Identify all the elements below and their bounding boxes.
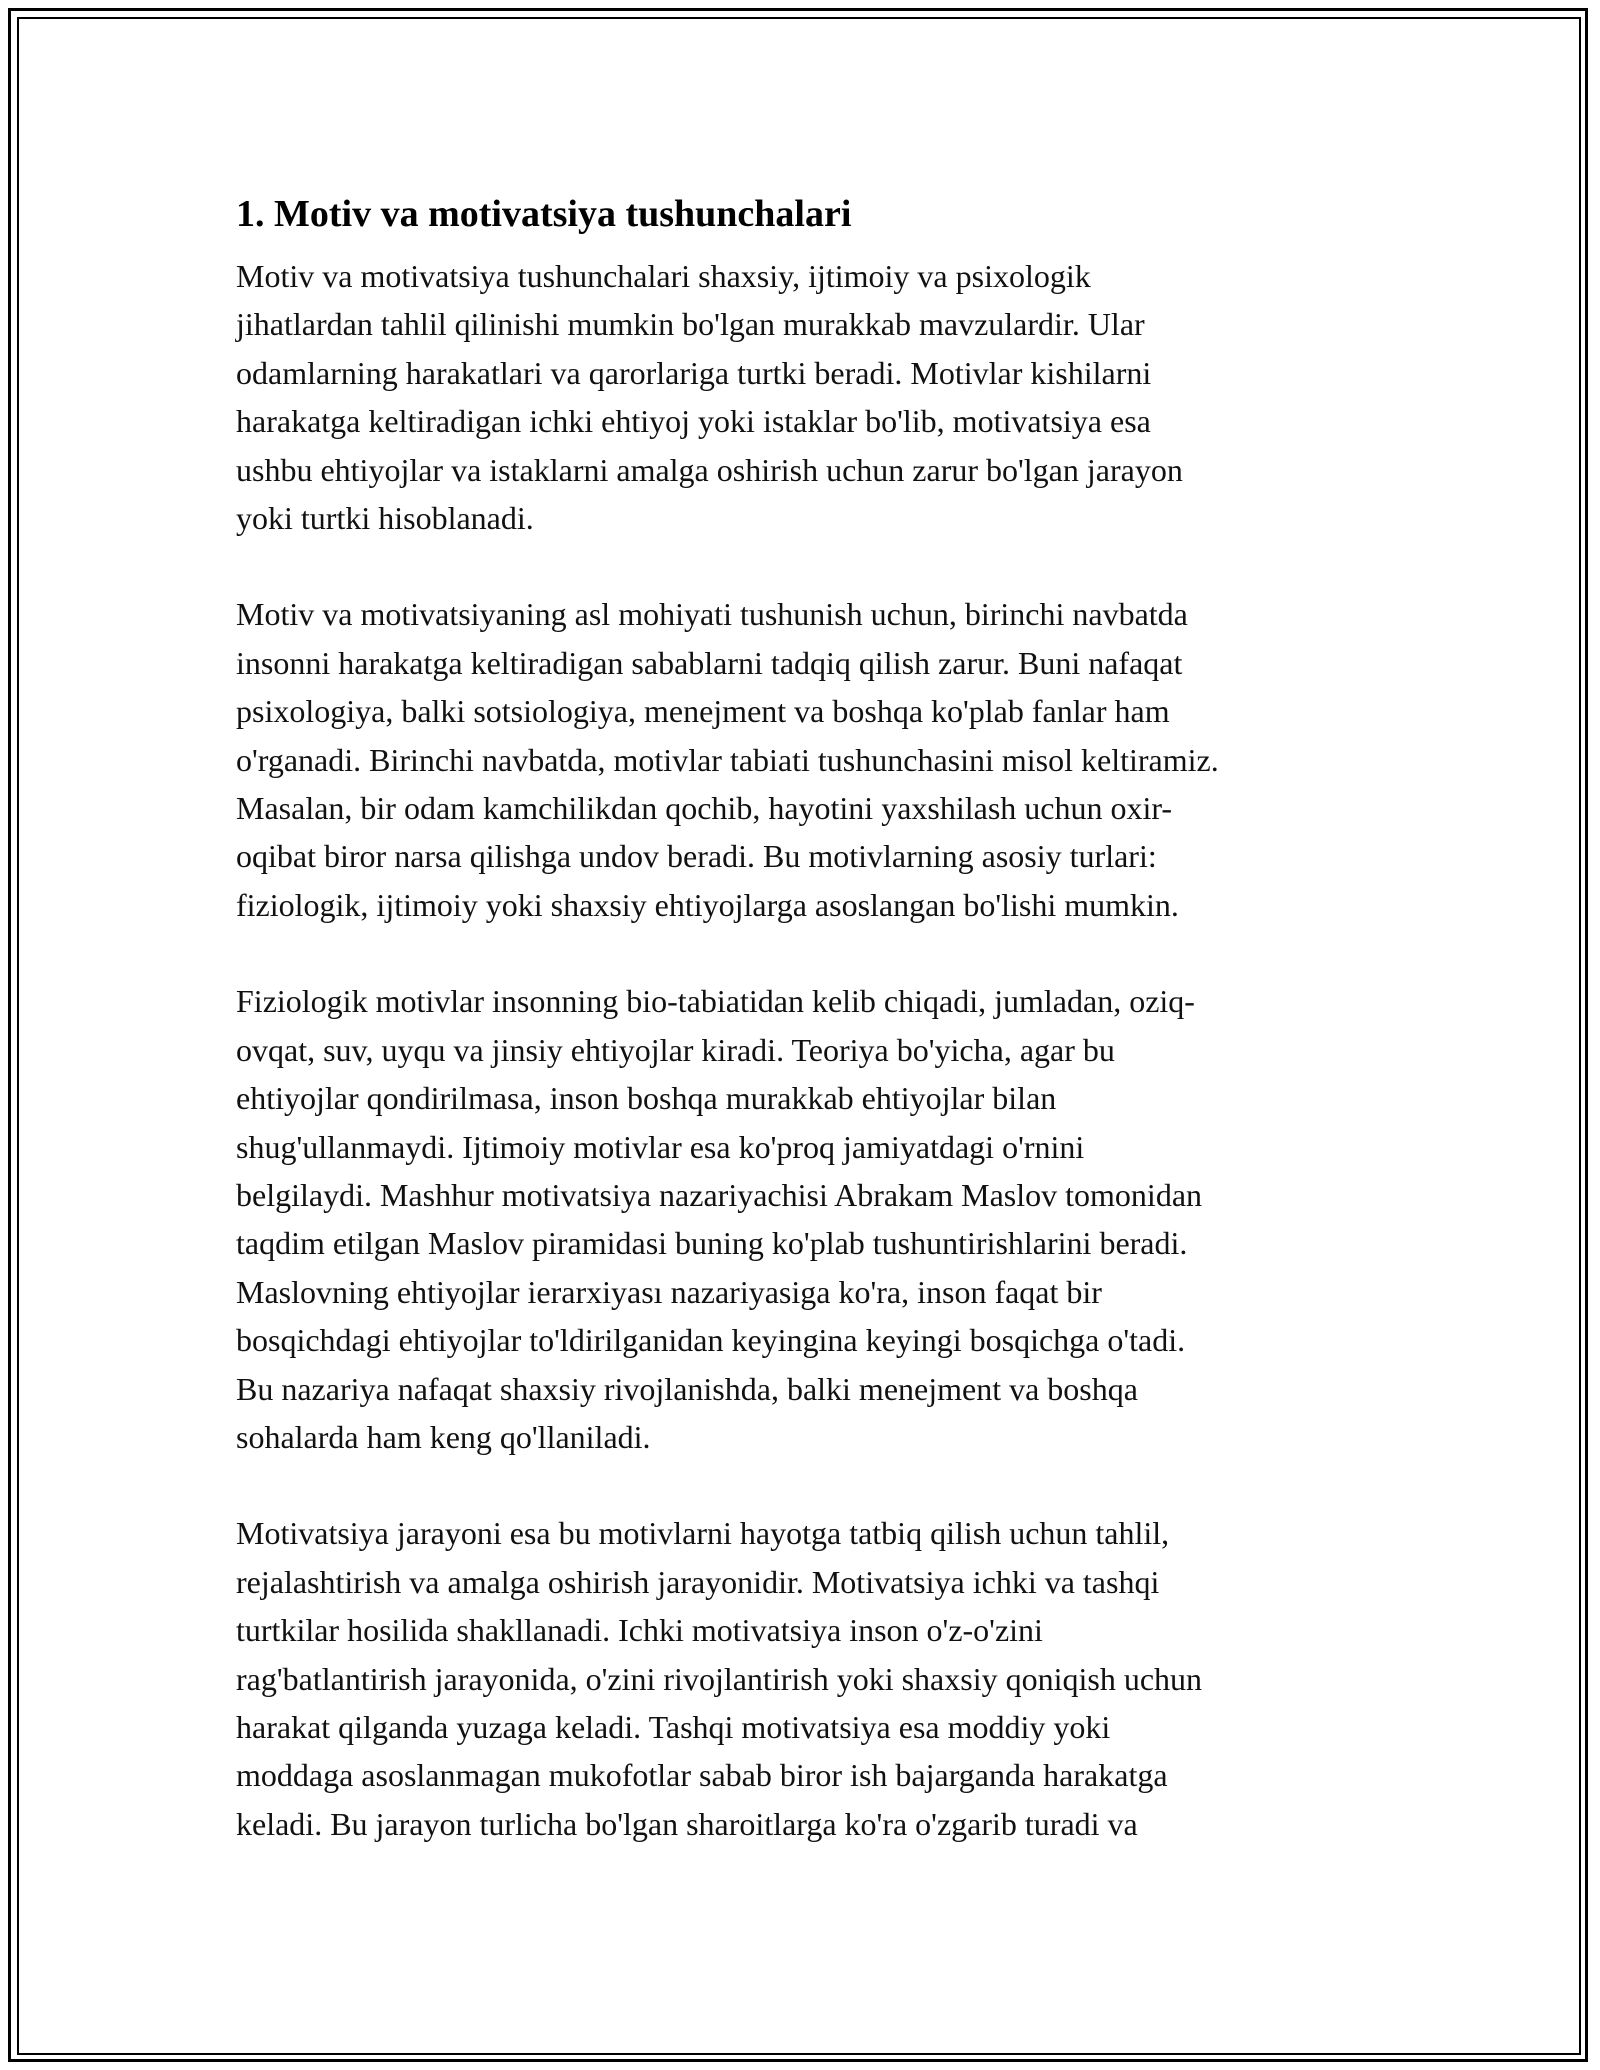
paragraph-2 [236,590,1366,929]
paragraph-3 [236,977,1366,1461]
paragraph-4 [236,1509,1366,1848]
text-line: rag'batlantirish jarayonida, o'zini rivojlantirish yoki shaxsiy qoniqish uchun [236,1660,1203,1697]
section-heading: 1. Motiv va motivatsiya tushunchalari [236,193,852,235]
text-line: fiziologik, ijtimoiy yoki shaxsiy ehtiyojlarga asoslangan bo'lishi mumkin. [236,886,1179,923]
text-line: yoki turtki hisoblanadi. [236,500,534,537]
text-line: shug'ullanmaydi. Ijtimoiy motivlar esa ko'proq jamiyatdagi o'rnini [236,1128,1085,1165]
text-line: Motivatsiya jarayoni esa bu motivlarni hayotga tatbiq qilish uchun tahlil, [236,1515,1170,1552]
text-line: ehtiyojlar qondirilmasa, inson boshqa murakkab ehtiyojlar bilan [236,1080,1057,1117]
text-line: ovqat, suv, uyqu va jinsiy ehtiyojlar kiradi. Teoriya bo'yicha, agar bu [236,1031,1115,1068]
text-line: Fiziologik motivlar insonning bio-tabiatidan kelib chiqadi, jumladan, oziq- [236,983,1195,1020]
text-line: keladi. Bu jarayon turlicha bo'lgan sharoitlarga ko'ra o'zgarib turadi va [236,1805,1138,1842]
text-line: turtkilar hosilida shakllanadi. Ichki motivatsiya inson o'z-o'zini [236,1612,1043,1649]
text-line: Masalan, bir odam kamchilikdan qochib, hayotini yaxshilash uchun oxir- [236,790,1173,827]
text-line: harakat qilganda yuzaga keladi. Tashqi motivatsiya esa moddiy yoki [236,1708,1111,1745]
text-line: odamlarning harakatlari va qarorlariga turtki beradi. Motivlar kishilarni [236,354,1152,391]
text-line: jihatlardan tahlil qilinishi mumkin bo'lgan murakkab mavzulardir. Ular [236,306,1145,343]
text-line: moddaga asoslanmagan mukofotlar sabab biror ish bajarganda harakatga [236,1757,1168,1794]
text-line: taqdim etilgan Maslov piramidasi buning ko'plab tushuntirishlarini beradi. [236,1225,1188,1262]
text-line: Maslovning ehtiyojlar ierarxiyası nazariyasiga ko'ra, inson faqat bir [236,1273,1102,1310]
text-line: sohalarda ham keng qo'llaniladi. [236,1418,651,1455]
text-line: bosqichdagi ehtiyojlar to'ldirilganidan keyingina keyingi bosqichga o'tadi. [236,1322,1186,1359]
text-line: insonni harakatga keltiradigan sabablarni tadqiq qilish zarur. Buni nafaqat [236,644,1183,681]
text-line: harakatga keltiradigan ichki ehtiyoj yoki istaklar bo'lib, motivatsiya esa [236,403,1151,440]
text-line: belgilaydi. Mashhur motivatsiya nazariyachisi Abrakam Maslov tomonidan [236,1176,1203,1213]
text-line: o'rganadi. Birinchi navbatda, motivlar tabiati tushunchasini misol keltiramiz. [236,741,1219,778]
paragraph-1 [236,252,1366,542]
text-line: Motiv va motivatsiyaning asl mohiyati tushunish uchun, birinchi navbatda [236,596,1188,633]
text-line: Motiv va motivatsiya tushunchalari shaxsiy, ijtimoiy va psixologik [236,258,1091,294]
document-body [236,188,1366,1896]
text-line: psixologiya, balki sotsiologiya, menejment va boshqa ko'plab fanlar ham [236,693,1170,730]
text-line: rejalashtirish va amalga oshirish jarayonidir. Motivatsiya ichki va tashqi [236,1563,1160,1600]
text-line: ushbu ehtiyojlar va istaklarni amalga oshirish uchun zarur bo'lgan jarayon [236,451,1183,488]
text-line: Bu nazariya nafaqat shaxsiy rivojlanishda, balki menejment va boshqa [236,1370,1138,1407]
text-line: oqibat biror narsa qilishga undov beradi. Bu motivlarning asosiy turlari: [236,838,1157,875]
